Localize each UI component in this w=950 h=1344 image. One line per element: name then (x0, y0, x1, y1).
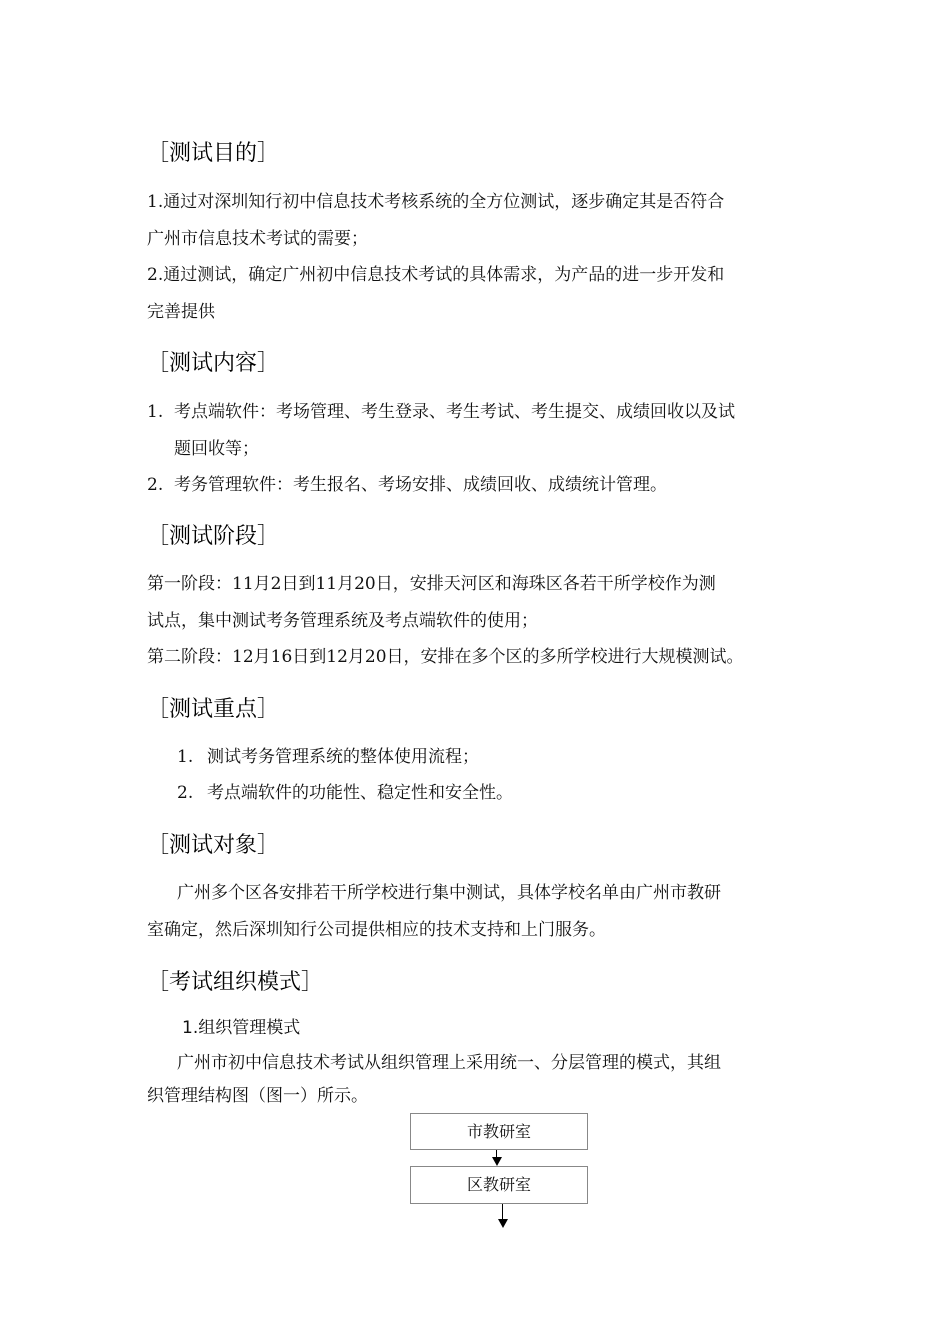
arrow-down-icon (492, 1157, 502, 1166)
focus-item-1-text: 测试考务管理系统的整体使用流程； (207, 747, 479, 767)
heading-content: ［测试内容］ (147, 351, 280, 376)
content-item-2-num: 2. (147, 475, 164, 495)
heading-targets: ［测试对象］ (147, 833, 280, 858)
org-node-district: 区教研室 (410, 1166, 588, 1204)
heading-stages: ［测试阶段］ (147, 524, 280, 549)
stages-line-3: 第二阶段：12月16日到12月20日，安排在多个区的多所学校进行大规模测试。 (147, 647, 744, 667)
arrow-down-icon (498, 1219, 508, 1228)
purpose-line-2: 广州市信息技术考试的需要； (147, 229, 368, 249)
purpose-line-1: 1.通过对深圳知行初中信息技术考核系统的全方位测试，逐步确定其是否符合 (147, 192, 725, 212)
targets-line-1: 广州多个区各安排若干所学校进行集中测试，具体学校名单由广州市教研 (177, 883, 721, 903)
targets-line-2: 室确定，然后深圳知行公司提供相应的技术支持和上门服务。 (147, 920, 606, 940)
heading-mode: ［考试组织模式］ (147, 970, 324, 995)
focus-item-2-text: 考点端软件的功能性、稳定性和安全性。 (207, 783, 513, 803)
org-node-city: 市教研室 (410, 1113, 588, 1150)
focus-item-2-num: 2. (177, 783, 194, 803)
stages-line-2: 试点，集中测试考务管理系统及考点端软件的使用； (147, 611, 538, 631)
content-item-1-num: 1. (147, 402, 164, 422)
purpose-line-3: 2.通过测试，确定广州初中信息技术考试的具体需求，为产品的进一步开发和 (147, 265, 725, 285)
mode-line-1: 广州市初中信息技术考试从组织管理上采用统一、分层管理的模式，其组 (177, 1053, 721, 1073)
purpose-line-4: 完善提供 (147, 302, 215, 322)
content-item-2-line-1: 考务管理软件：考生报名、考场安排、成绩回收、成绩统计管理。 (174, 475, 667, 495)
mode-subheading: 1.组织管理模式 (182, 1018, 301, 1038)
focus-item-1-num: 1. (177, 747, 194, 767)
heading-focus: ［测试重点］ (147, 697, 280, 722)
content-item-1-line-2: 题回收等； (174, 439, 259, 459)
content-item-1-line-1: 考点端软件：考场管理、考生登录、考生考试、考生提交、成绩回收以及试 (174, 402, 735, 422)
stages-line-1: 第一阶段：11月2日到11月20日，安排天河区和海珠区各若干所学校作为测 (147, 574, 716, 594)
mode-line-2: 织管理结构图（图一）所示。 (147, 1086, 368, 1106)
heading-purpose: ［测试目的］ (147, 141, 280, 166)
org-connector-2 (502, 1204, 503, 1220)
